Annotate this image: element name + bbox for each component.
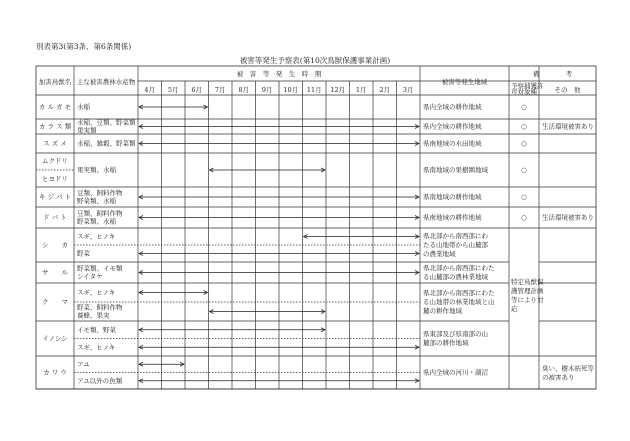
- species-name: カ ル ガ モ: [38, 103, 72, 111]
- crop-text: 水稲、豆類、野菜類: [77, 118, 136, 127]
- permit-mark: ○: [521, 193, 527, 201]
- species-name: カ ワ ウ: [43, 368, 67, 377]
- area-text: 県南地域の耕作地域: [423, 193, 482, 201]
- crop-text: スギ、ヒノキ: [77, 343, 116, 352]
- crop-text: 野菜類、イモ類: [77, 264, 123, 273]
- area-text: 県内全域の耕作地域: [423, 122, 482, 131]
- crop-text: 水稲: [77, 103, 90, 111]
- month-header: 1月: [355, 86, 367, 94]
- area-text: 県南地域の水田地域: [423, 139, 482, 148]
- species-name: ヒヨドリ: [42, 175, 68, 183]
- species-name: ク マ: [42, 298, 68, 306]
- species-name: シ カ: [42, 241, 68, 249]
- permit-mark: ○: [521, 122, 527, 131]
- area-text: る山麓部の農林業地域: [423, 273, 488, 281]
- month-header: 10月: [283, 86, 299, 94]
- species-name: ド バ ト: [43, 213, 67, 222]
- crop-text: アユ以外の魚類: [77, 376, 123, 385]
- appendix-reference: 別表第3(第3条、第6条関係): [36, 42, 132, 51]
- month-header: 11月: [306, 86, 322, 94]
- area-text: 県内全域の河川・湖沼: [423, 368, 488, 377]
- permit-column-header-line2: 可対象種: [511, 88, 537, 96]
- crop-text: 養蜂、果実: [77, 311, 110, 320]
- crop-text: 果実類: [77, 126, 97, 135]
- crop-text: 野菜類、水稲: [77, 197, 116, 205]
- permit-column-header: 予察捕獲許: [511, 82, 544, 90]
- species-name: サ ル: [42, 268, 68, 277]
- area-text: る山地帯の林業地域と山: [423, 298, 495, 306]
- crop-text: スギ、ヒノキ: [77, 288, 116, 297]
- crop-text: スギ、ヒノキ: [77, 232, 116, 241]
- species-column-header: 加害鳥獣名: [38, 78, 72, 86]
- crop-text: シイタケ: [77, 272, 103, 281]
- permit-group-note: 特定鳥獣保: [511, 278, 544, 286]
- area-text: 県内全域の耕作地域: [423, 103, 482, 111]
- permit-mark: ○: [521, 139, 527, 148]
- permit-group-note: 応: [511, 305, 518, 313]
- crop-text: 野菜類、水稲: [77, 217, 116, 226]
- crop-text: アユ: [77, 360, 90, 369]
- other-note: 生活環境被害あり: [542, 122, 594, 131]
- crop-text: 水稲、雑穀、野菜類: [77, 139, 136, 148]
- species-name: キ ジ バ ト: [38, 193, 72, 201]
- area-text: 県北部から南西部にわた: [423, 264, 495, 272]
- permit-mark: ○: [521, 103, 527, 111]
- month-header: 3月: [402, 86, 414, 94]
- crop-text: 野菜、飼料作物: [77, 303, 123, 312]
- other-note: 臭い、樹木枯死等: [542, 364, 594, 373]
- remarks-column-header: 備 考: [533, 70, 572, 78]
- month-header: 5月: [167, 86, 179, 94]
- table-title: 被害等発生予察表(第10次鳥獣保護事業計画): [239, 56, 391, 65]
- area-text: の農業地域: [423, 250, 456, 258]
- other-note: の被害あり: [542, 373, 575, 382]
- crop-text: イモ類、野菜: [77, 325, 116, 334]
- month-header: 7月: [214, 86, 226, 94]
- other-note: 生活環境被害あり: [542, 213, 594, 222]
- crop-text: 果実類、水稲: [77, 166, 116, 174]
- month-header: 8月: [238, 86, 250, 94]
- area-text: 県北部から南西部にわた: [423, 289, 495, 297]
- month-header: 2月: [379, 86, 391, 94]
- area-text: 麓部の耕作地域: [423, 339, 469, 347]
- period-column-header: 被 害 等 発 生 時 期: [236, 70, 322, 78]
- species-name: イノシシ: [42, 334, 68, 343]
- area-text: 県北部から南西部にわ: [423, 232, 488, 240]
- month-header: 12月: [330, 86, 346, 94]
- table-border: [36, 66, 596, 389]
- month-header: 6月: [191, 86, 203, 94]
- permit-mark: ○: [521, 166, 527, 174]
- area-column-header: 被害等発生地域: [441, 78, 488, 86]
- permit-mark: ○: [521, 213, 527, 222]
- other-column-header: その 他: [554, 86, 581, 94]
- month-header: 9月: [261, 86, 273, 94]
- area-text: 県東部及び県南部の山: [423, 330, 488, 338]
- area-text: 県南地域の果樹園地域: [423, 166, 488, 174]
- area-text: たる山地帯から山麓部: [423, 241, 488, 249]
- month-header: 4月: [144, 86, 156, 94]
- area-text: 県南地域の耕作地域: [423, 213, 482, 222]
- permit-group-note: 等により対: [511, 296, 544, 304]
- crops-column-header: 主な被害農林水産物: [76, 78, 136, 86]
- crop-text: 野菜: [77, 249, 90, 258]
- species-name: ムクドリ: [42, 157, 68, 165]
- permit-group-note: 護管理計画: [511, 287, 544, 295]
- crop-text: 豆類、飼料作物: [77, 209, 123, 218]
- crop-text: 豆類、飼料作物: [77, 189, 123, 197]
- species-name: カ ラ ス 類: [38, 122, 72, 131]
- species-name: ス ズ メ: [43, 139, 67, 148]
- area-text: 麓の耕作地域: [423, 307, 462, 315]
